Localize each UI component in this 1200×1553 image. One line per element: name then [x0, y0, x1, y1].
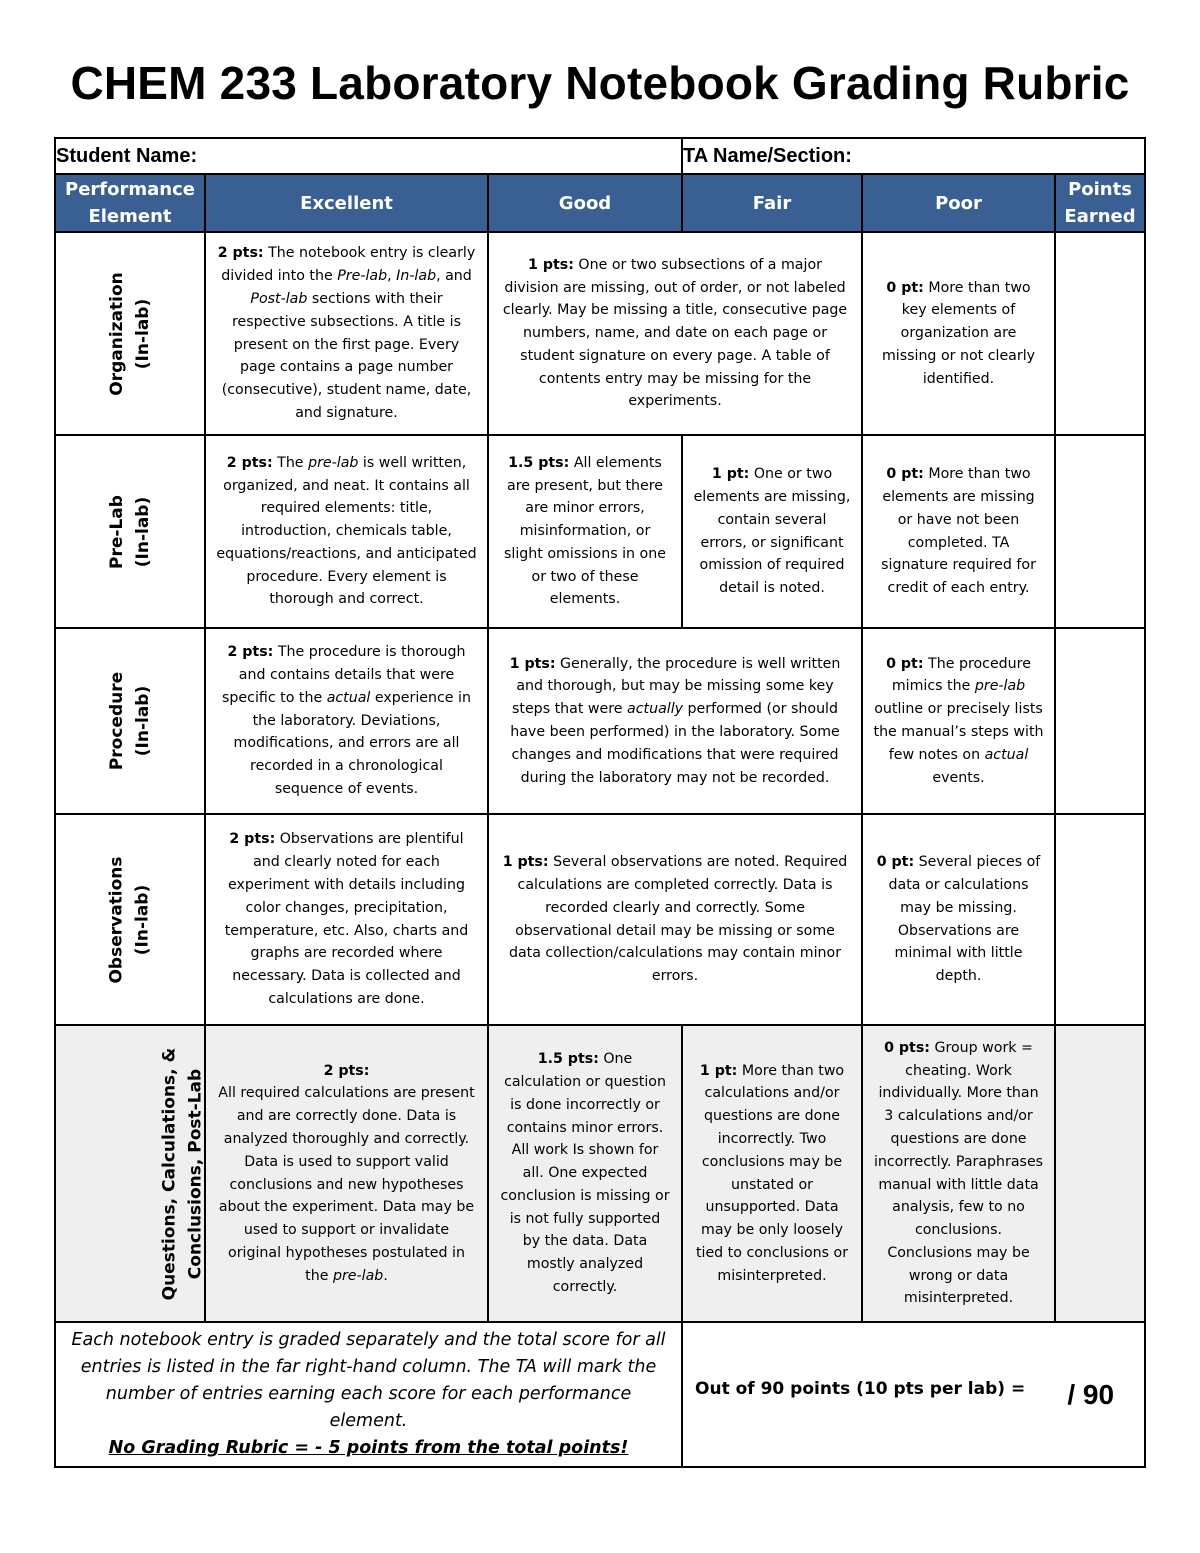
criteria-text: All elements are present, but there are minor errors, misinformation, or slight omissions in one or two of these elements.	[504, 454, 666, 608]
header-fair: Fair	[682, 174, 862, 232]
organization-points-earned[interactable]	[1055, 232, 1145, 435]
criteria-text: More than two elements are missing or have not been completed. TA signature required for credit of each entry.	[881, 466, 1036, 597]
criteria-text: Generally, the procedure is well written and thorough, but may be missing some key steps that were actually performed (or should have been performed) in the laboratory. Some changes and modifications that were required during the laboratory may not be recorded.	[510, 655, 841, 786]
points-label: 2 pts:	[229, 831, 276, 848]
observations-excellent	[205, 814, 488, 1025]
category-prelab	[55, 435, 205, 628]
header-excellent: Excellent	[205, 174, 488, 232]
criteria-text: One calculation or question is done incorrectly or contains minor errors. All work Is shown for all. One expected conclusion is missing or is not fully supported by the data. Data mostly analyzed correctly.	[500, 1051, 670, 1296]
points-label: 2 pts:	[226, 454, 273, 471]
category-procedure	[55, 628, 205, 814]
header-poor: Poor	[862, 174, 1055, 232]
category-sublabel: (In-lab)	[133, 884, 153, 955]
row-procedure	[55, 628, 1145, 814]
observations-good-fair	[488, 814, 862, 1025]
footer-row	[55, 1322, 1145, 1467]
category-sublabel: (In-lab)	[132, 298, 153, 369]
procedure-points-earned[interactable]	[1055, 628, 1145, 814]
prelab-good	[488, 435, 682, 628]
questions-poor	[862, 1025, 1055, 1322]
footer-warning: No Grading Rubric = - 5 points from the total points!	[108, 1438, 629, 1458]
prelab-fair	[682, 435, 862, 628]
header-good: Good	[488, 174, 682, 232]
points-label: 0 pt:	[886, 655, 924, 672]
header-performance-element: Performance Element	[55, 174, 205, 232]
points-label: 0 pts:	[884, 1039, 930, 1056]
prelab-poor	[862, 435, 1055, 628]
criteria-text: One or two elements are missing, contain several errors, or significant omission of required detail is noted.	[693, 466, 851, 597]
criteria-text: Several observations are noted. Required calculations are completed correctly. Data is recorded clearly and correctly. Some observational detail may be missing or some data collection/calculations may contain minor errors.	[508, 854, 848, 985]
criteria-text: Several pieces of data or calculations may be missing. Observations are minimal with little depth.	[888, 854, 1041, 985]
category-label: Organization	[106, 271, 127, 396]
student-name-field[interactable]: Student Name:	[55, 138, 682, 174]
category-observations	[55, 814, 205, 1025]
category-sublabel: (In-lab)	[133, 496, 153, 567]
organization-excellent	[205, 232, 488, 435]
procedure-good-fair	[488, 628, 862, 814]
criteria-text: One or two subsections of a major division are missing, out of order, or not labeled clearly. May be missing a title, consecutive page numbers, name, and date on each page or student signature on every page. A table of contents entry may be missing for the experiments.	[502, 256, 848, 410]
points-label: 2 pts:	[217, 245, 264, 262]
procedure-excellent	[205, 628, 488, 814]
footer-note-text: Each notebook entry is graded separately and the total score for all entries is listed in the far right-hand column. The TA will mark the number of entries earning each score for each performance element.	[71, 1330, 666, 1431]
points-label: 0 pt:	[886, 466, 924, 483]
questions-fair	[682, 1025, 862, 1322]
points-label: 1 pts:	[509, 655, 556, 672]
footer-note	[55, 1322, 682, 1467]
footer-score	[682, 1322, 1145, 1467]
points-label: 2 pts:	[323, 1062, 370, 1079]
row-organization	[55, 232, 1145, 435]
criteria-text: More than two key elements of organization are missing or not clearly identified.	[881, 279, 1036, 387]
criteria-text: The procedure is thorough and contains details that were specific to the actual experience in the laboratory. Deviations, modifications, and errors are all recorded in a chronological sequence of events.	[222, 644, 471, 797]
prelab-excellent	[205, 435, 488, 628]
points-label: 1 pt:	[711, 466, 750, 483]
points-label: 1 pts:	[528, 256, 574, 273]
header-row	[55, 174, 1145, 232]
points-label: 1.5 pts:	[508, 454, 570, 471]
score-label: Out of 90 points (10 pts per lab) =	[695, 1378, 1026, 1399]
procedure-poor	[862, 628, 1055, 814]
questions-points-earned[interactable]	[1055, 1025, 1145, 1322]
criteria-text: Observations are plentiful and clearly noted for each experiment with details including color changes, precipitation, temperature, etc. Also, charts and graphs are recorded where necessary. Data is collected and calculations are done.	[224, 831, 469, 1007]
points-label: 1 pts:	[502, 854, 549, 871]
criteria-text: Group work = cheating. Work individually. More than 3 calculations and/or questions are done incorrectly. Paraphrases manual with little data analysis, few to no conclusions. Conclusions may be wrong or data misinterpreted.	[873, 1039, 1044, 1307]
observations-poor	[862, 814, 1055, 1025]
row-questions	[55, 1025, 1145, 1322]
criteria-text: More than two calculations and/or questions are done incorrectly. Two conclusions may be unstated or unsupported. Data may be only loosely tied to conclusions or misinterpreted.	[695, 1062, 849, 1284]
points-label: 1.5 pts:	[537, 1051, 599, 1068]
category-sublabel: (In-lab)	[132, 685, 153, 757]
points-label: 1 pt:	[699, 1062, 738, 1079]
criteria-text: All required calculations are present and are correctly done. Data is analyzed thoroughly and correctly. Data is used to support valid conclusions and new hypotheses about the experiment. Data may be used to support or invalidate original hypotheses postulated in the pre-lab.	[218, 1085, 475, 1284]
category-sublabel: Conclusions, Post-Lab	[185, 1068, 206, 1279]
criteria-text: The procedure mimics the pre-lab outline or precisely lists the manual’s steps with few notes on actual events.	[873, 655, 1044, 786]
category-label: Pre-Lab	[107, 494, 127, 569]
prelab-points-earned[interactable]	[1055, 435, 1145, 628]
score-total[interactable]: / 90	[1067, 1378, 1115, 1410]
questions-good	[488, 1025, 682, 1322]
points-label: 0 pt:	[876, 854, 915, 871]
header-points-earned: Points Earned	[1055, 174, 1145, 232]
category-label: Observations	[107, 855, 127, 984]
row-observations	[55, 814, 1145, 1025]
criteria-text: The pre-lab is well written, organized, and neat. It contains all required elements: title, introduction, chemicals table, equations/reactions, and anticipated procedure. Every element is thorough and correct.	[216, 454, 477, 608]
category-label: Procedure	[106, 671, 127, 771]
ta-name-field[interactable]: TA Name/Section:	[682, 138, 1145, 174]
points-label: 2 pts:	[227, 644, 274, 661]
organization-poor	[862, 232, 1055, 435]
category-questions	[55, 1025, 205, 1322]
category-label: Questions, Calculations, &	[159, 1047, 180, 1300]
info-row	[55, 138, 1145, 174]
rubric-table	[54, 137, 1146, 1468]
points-label: 0 pt:	[886, 279, 924, 296]
questions-excellent	[205, 1025, 488, 1322]
page-title: CHEM 233 Laboratory Notebook Grading Rubric	[70, 57, 1130, 109]
row-prelab	[55, 435, 1145, 628]
organization-good-fair	[488, 232, 862, 435]
criteria-text: The notebook entry is clearly divided into the Pre-lab, In-lab, and Post-lab sections with their respective subsections. A title is present on the first page. Every page contains a page number (consecutive), student name, date, and signature.	[221, 245, 476, 421]
category-organization	[55, 232, 205, 435]
observations-points-earned[interactable]	[1055, 814, 1145, 1025]
